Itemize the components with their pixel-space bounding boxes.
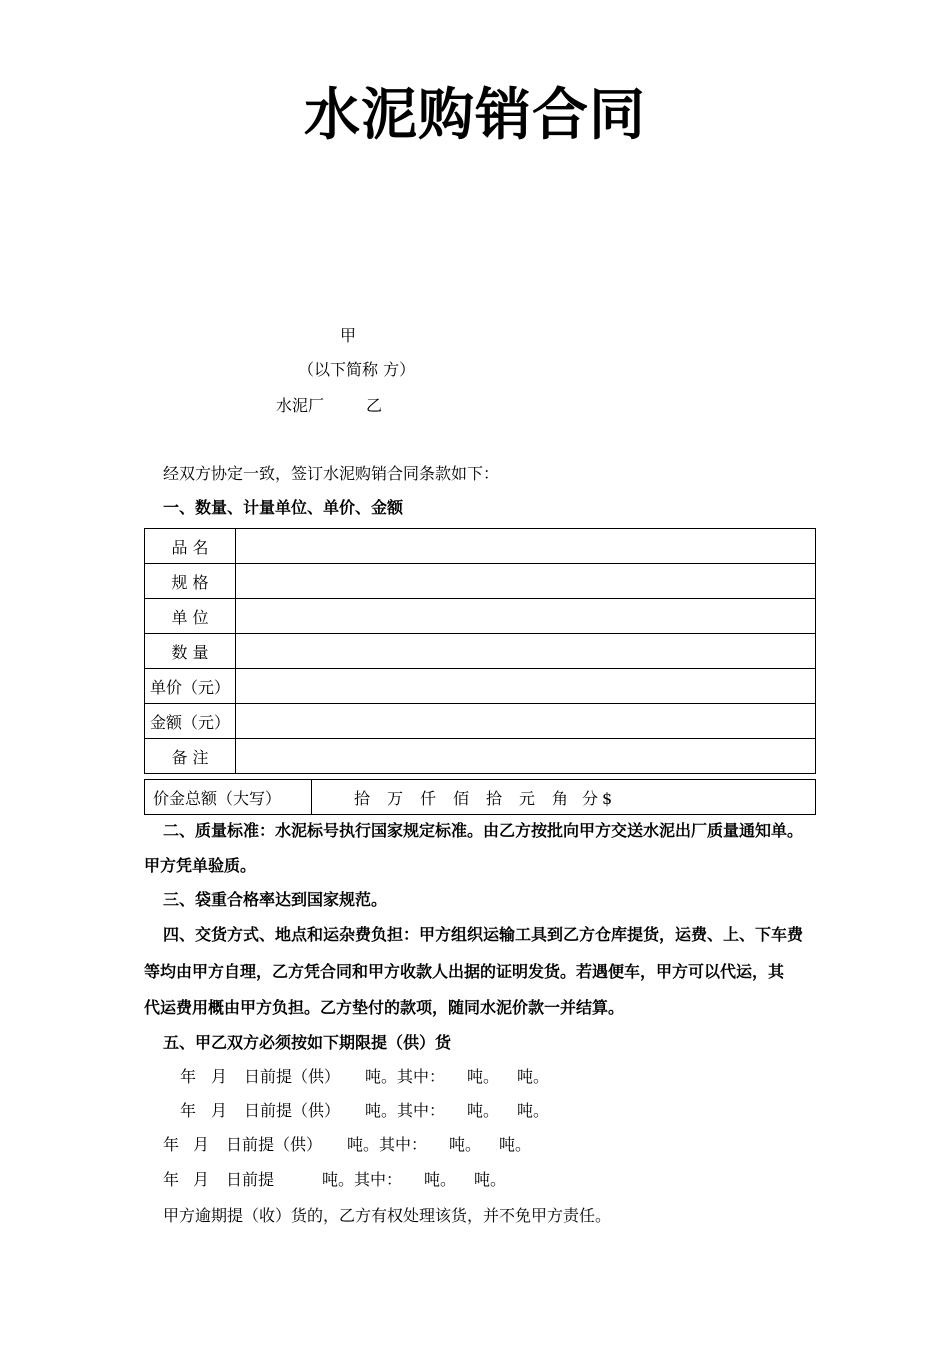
table-row: [145, 564, 816, 599]
row-label: 单 位: [145, 599, 236, 634]
schedule-month: 月: [193, 1170, 210, 1189]
unit-fen: 分: [582, 788, 599, 808]
table-row: [145, 529, 816, 564]
section5-heading: 五、甲乙双方必须按如下期限提（供）货: [163, 1033, 452, 1052]
table-row: [145, 739, 816, 774]
row-label: 规 格: [145, 564, 236, 599]
schedule-tons: 吨。其中：: [365, 1101, 446, 1120]
items-table: [144, 528, 816, 774]
schedule-year: 年: [163, 1135, 180, 1154]
row-label: 品 名: [145, 529, 236, 564]
schedule-tons: 吨。其中：: [322, 1170, 403, 1189]
section2-line2: 甲方凭单验质。: [144, 856, 257, 875]
total-amount-units[interactable]: [312, 780, 816, 815]
schedule-tons-1: 吨。: [424, 1170, 457, 1189]
section3-text: 三、袋重合格率达到国家规范。: [163, 890, 388, 909]
table-row: [145, 634, 816, 669]
section1-heading: 一、数量、计量单位、单价、金额: [163, 498, 404, 517]
table-row: [145, 599, 816, 634]
row-value[interactable]: [236, 599, 816, 634]
schedule-month: 月: [193, 1135, 210, 1154]
total-amount-label: 价金总额（大写）: [145, 780, 312, 815]
row-value[interactable]: [236, 634, 816, 669]
schedule-year: 年: [180, 1067, 197, 1086]
row-value[interactable]: [236, 704, 816, 739]
schedule-tons-1: 吨。: [467, 1067, 500, 1086]
intro-text: 经双方协定一致，签订水泥购销合同条款如下：: [163, 464, 500, 483]
party-b-char: 乙: [366, 396, 383, 415]
row-value[interactable]: [236, 739, 816, 774]
section4-line2: 等均由甲方自理，乙方凭合同和甲方收款人出据的证明发货。若遇便车，甲方可以代运，其: [144, 962, 785, 981]
section2-line1: 二、质量标准：水泥标号执行国家规定标准。由乙方按批向甲方交送水泥出厂质量通知单。: [163, 821, 804, 840]
schedule-tons: 吨。其中：: [347, 1135, 428, 1154]
table-row: [145, 704, 816, 739]
contract-title: 水泥购销合同: [304, 83, 646, 148]
party-a-char: 甲: [340, 326, 357, 345]
row-label: 金额（元）: [145, 704, 236, 739]
row-label: 数 量: [145, 634, 236, 669]
schedule-tons-2: 吨。: [517, 1067, 550, 1086]
table-row: [145, 780, 816, 815]
unit-jiao: 角: [552, 788, 569, 808]
row-value[interactable]: [236, 669, 816, 704]
abbreviation-line: （以下简称 方）: [298, 360, 416, 379]
schedule-tons-1: 吨。: [467, 1101, 500, 1120]
unit-bai: 佰: [453, 788, 470, 808]
schedule-action: 日前提（供）: [244, 1101, 341, 1120]
unit-dollar: $: [602, 788, 613, 808]
schedule-month: 月: [211, 1101, 228, 1120]
row-label: 单价（元）: [145, 669, 236, 704]
schedule-tons: 吨。其中：: [365, 1067, 446, 1086]
section4-line1: 四、交货方式、地点和运杂费负担：甲方组织运输工具到乙方仓库提货，运费、上、下车费: [163, 925, 804, 944]
unit-yuan: 元: [519, 788, 536, 808]
schedule-month: 月: [211, 1067, 228, 1086]
unit-shi: 拾: [354, 788, 371, 808]
schedule-action: 日前提（供）: [244, 1067, 341, 1086]
unit-shi-2: 拾: [486, 788, 503, 808]
schedule-year: 年: [180, 1101, 197, 1120]
overdue-clause: 甲方逾期提（收）货的，乙方有权处理该货，并不免甲方责任。: [163, 1206, 612, 1225]
schedule-tons-2: 吨。: [517, 1101, 550, 1120]
cement-factory-label: 水泥厂: [276, 396, 325, 415]
schedule-tons-2: 吨。: [499, 1135, 532, 1154]
schedule-action: 日前提（供）: [226, 1135, 323, 1154]
row-value[interactable]: [236, 564, 816, 599]
row-value[interactable]: [236, 529, 816, 564]
schedule-tons-2: 吨。: [474, 1170, 507, 1189]
schedule-tons-1: 吨。: [449, 1135, 482, 1154]
schedule-year: 年: [163, 1170, 180, 1189]
table-row: [145, 669, 816, 704]
unit-qian: 仟: [420, 788, 437, 808]
section4-line3: 代运费用概由甲方负担。乙方垫付的款项，随同水泥价款一并结算。: [144, 998, 625, 1017]
row-label: 备 注: [145, 739, 236, 774]
total-amount-table: [144, 779, 816, 815]
unit-wan: 万: [387, 788, 404, 808]
schedule-action: 日前提: [226, 1170, 275, 1189]
